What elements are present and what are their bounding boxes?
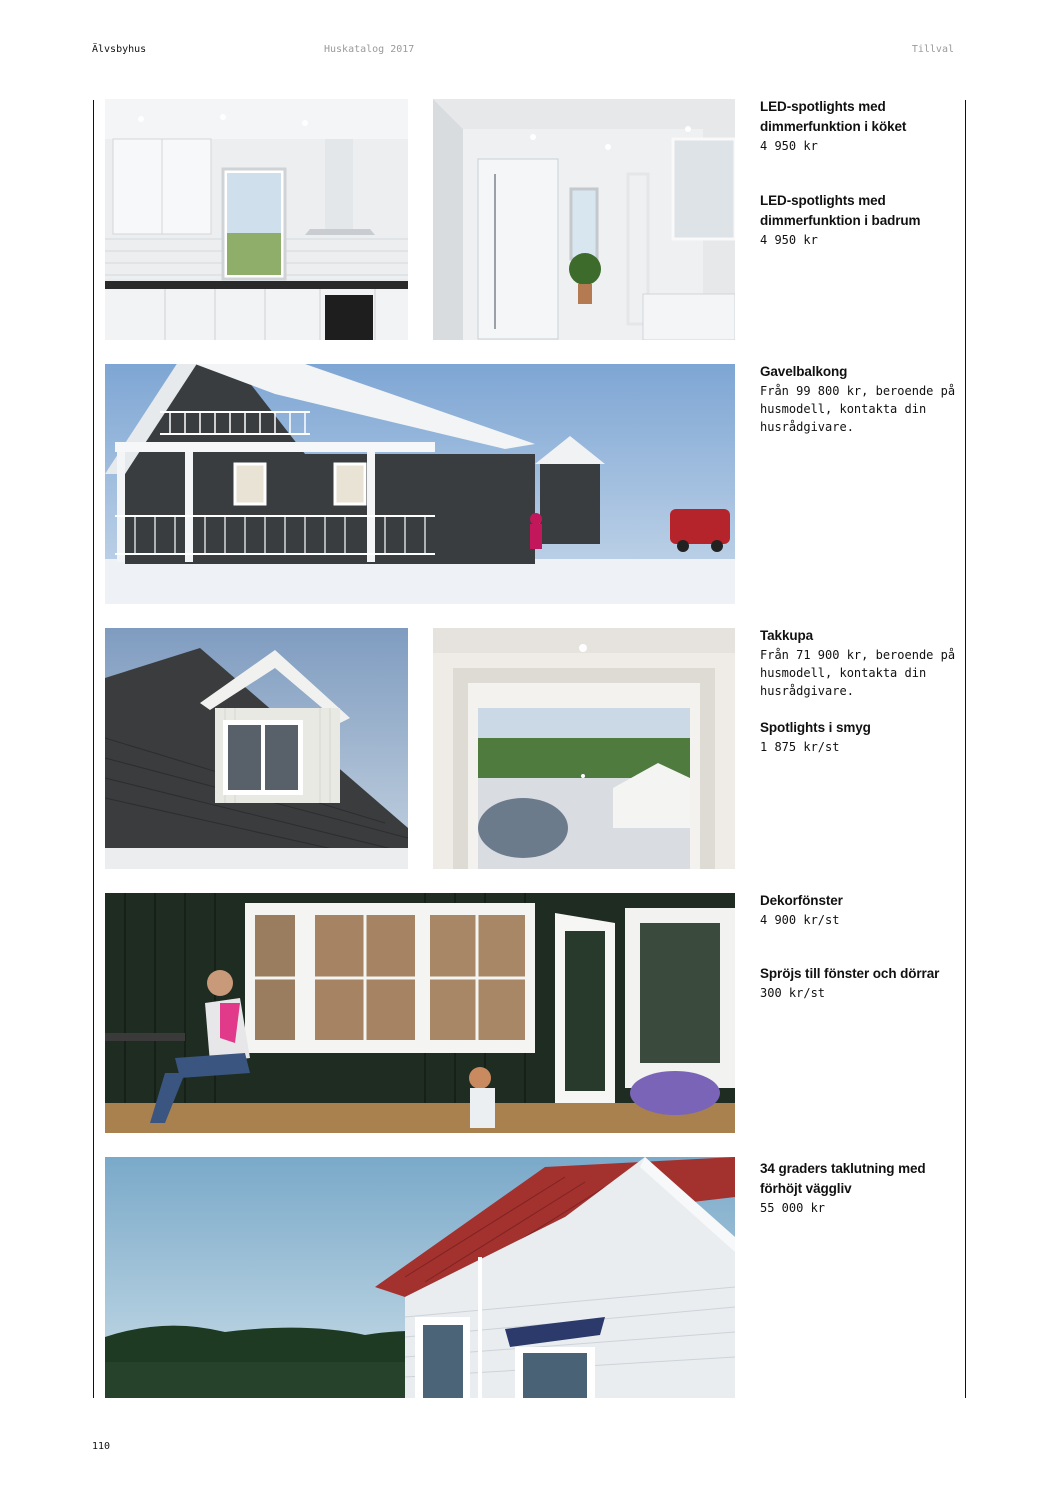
caption-title: Takkupa xyxy=(760,628,814,643)
caption-price: 4 900 kr/st xyxy=(760,913,840,927)
caption-price: 300 kr/st xyxy=(760,986,826,1000)
left-rule xyxy=(93,100,94,1398)
caption-led-kitchen xyxy=(760,97,960,155)
caption-dormer xyxy=(760,626,960,700)
caption-gable-balcony xyxy=(760,362,960,436)
caption-title: LED-spotlights med dimmerfunktion i badrum xyxy=(760,193,921,228)
caption-title: 34 graders taklutning med förhöjt väggliv xyxy=(760,1161,926,1196)
caption-price: Från 71 900 kr, beroende på husmodell, kontakta din husrådgivare. xyxy=(760,648,956,698)
right-rule xyxy=(965,100,966,1398)
caption-led-bathroom xyxy=(760,191,960,249)
caption-decor-windows xyxy=(760,891,960,929)
caption-recess-spotlights xyxy=(760,718,960,756)
caption-title: LED-spotlights med dimmerfunktion i köket xyxy=(760,99,907,134)
caption-title: Dekorfönster xyxy=(760,893,843,908)
caption-price: 1 875 kr/st xyxy=(760,740,840,754)
caption-title: Spröjs till fönster och dörrar xyxy=(760,966,940,981)
red-roof-house-photo xyxy=(105,1157,735,1398)
caption-title: Spotlights i smyg xyxy=(760,720,871,735)
brand-name: Älvsbyhus xyxy=(92,44,147,55)
decor-windows-terrace-photo xyxy=(105,893,735,1133)
bathroom-photo xyxy=(433,99,735,340)
caption-price: 55 000 kr xyxy=(760,1201,826,1215)
section-title: Tillval xyxy=(911,44,954,55)
kitchen-photo xyxy=(105,99,408,340)
catalog-title: Huskatalog 2017 xyxy=(324,44,415,55)
page-number: 110 xyxy=(92,1441,111,1452)
window-recess-photo xyxy=(433,628,735,869)
caption-price: Från 99 800 kr, beroende på husmodell, kontakta din husrådgivare. xyxy=(760,384,956,434)
caption-price: 4 950 kr xyxy=(760,139,818,153)
caption-roof-pitch xyxy=(760,1159,960,1217)
caption-price: 4 950 kr xyxy=(760,233,818,247)
caption-muntins xyxy=(760,964,960,1002)
dormer-roof-photo xyxy=(105,628,408,869)
gable-balcony-house-photo xyxy=(105,364,735,604)
caption-title: Gavelbalkong xyxy=(760,364,848,379)
